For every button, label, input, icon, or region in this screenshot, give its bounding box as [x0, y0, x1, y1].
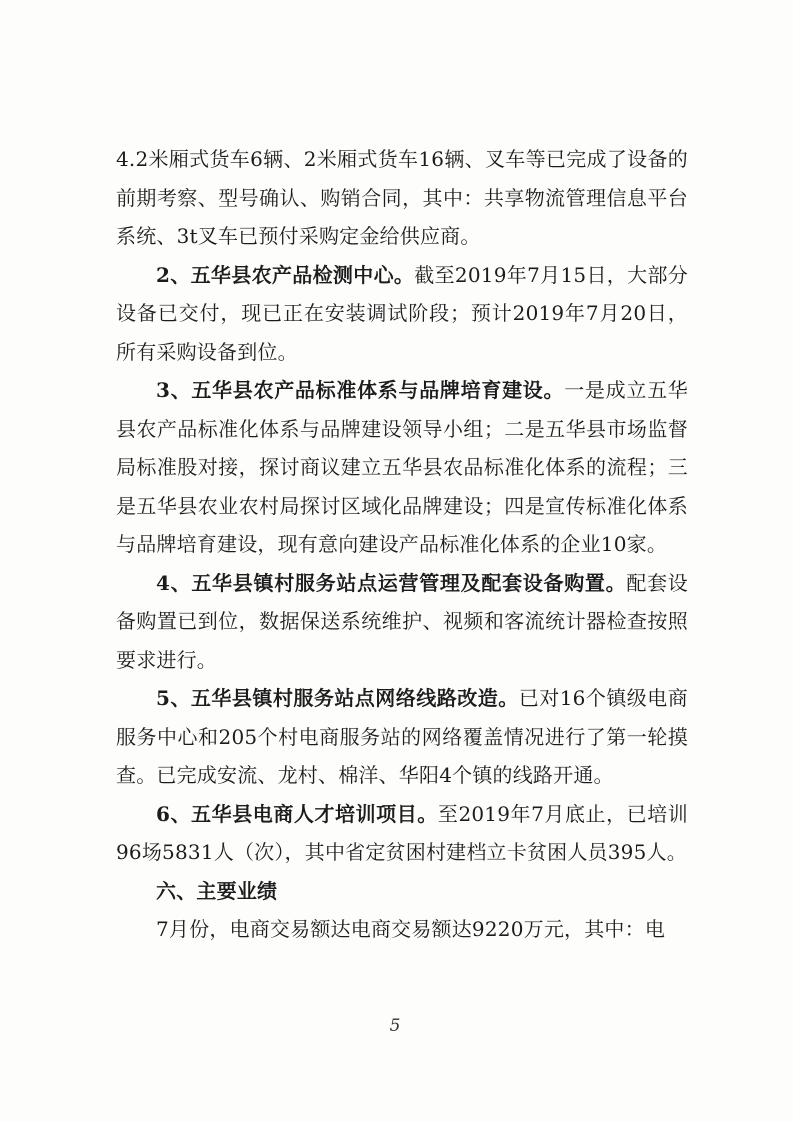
- section-heading: [116, 872, 688, 911]
- body-text: [116, 140, 688, 949]
- paragraph-text: 截至2019年7月15日，大部分设备已交付，现已正在安装调试阶段；预计2019年7月20日，所有采购设备到位。: [116, 262, 688, 364]
- paragraph-heading: 3、五华县农产品标准体系与品牌培育建设。: [156, 378, 565, 402]
- section-title: 六、主要业绩: [156, 878, 278, 903]
- paragraph-text: 已对16个镇级电商服务中心和205个村电商服务站的网络覆盖情况进行了第一轮摸查。已完成安流、龙村、棉洋、华阳4个镇的线路开通。: [116, 686, 688, 787]
- paragraph-testing-center: [116, 256, 688, 372]
- paragraph-text: 配套设备购置已到位，数据保送系统维护、视频和客流统计器检查按照要求进行。: [116, 570, 689, 672]
- paragraph-text: 一是成立五华县农产品标准化体系与品牌建设领导小组；二是五华县市场监督局标准股对接，探讨商议建立五华县农品标准化体系的流程；三是五华县农业农村局探讨区域化品牌建设；四是宣传标准化体系与品牌培育建设，现有意向建设产品标准化体系的企业10家。: [116, 378, 688, 556]
- paragraph-standards-branding: [116, 371, 688, 564]
- paragraph-heading: 4、五华县镇村服务站点运营管理及配套设备购置。: [156, 570, 627, 595]
- paragraph-text: 至2019年7月底止，已培训96场5831人（次），其中省定贫困村建档立卡贫困人员395人。: [116, 801, 688, 864]
- paragraph-text: 4.2米厢式货车6辆、2米厢式货车16辆、叉车等已完成了设备的前期考察、型号确认、购销合同，其中：共享物流管理信息平台系统、3t叉车已预付采购定金给供应商。: [116, 147, 688, 248]
- page-number: 5: [389, 1016, 401, 1036]
- paragraph-results: [116, 910, 688, 949]
- paragraph-text: 7月份，电商交易额达电商交易额达9220万元，其中：电: [156, 917, 666, 941]
- paragraph-heading: 2、五华县农产品检测中心。: [156, 262, 415, 287]
- paragraph-heading: 6、五华县电商人才培训项目。: [156, 801, 438, 826]
- paragraph-talent-training: [116, 795, 688, 872]
- paragraph-network-upgrade: [116, 679, 688, 795]
- paragraph-station-operations: [116, 564, 688, 680]
- paragraph-vehicles: [116, 140, 688, 256]
- paragraph-heading: 5、五华县镇村服务站点网络线路改造。: [156, 686, 519, 710]
